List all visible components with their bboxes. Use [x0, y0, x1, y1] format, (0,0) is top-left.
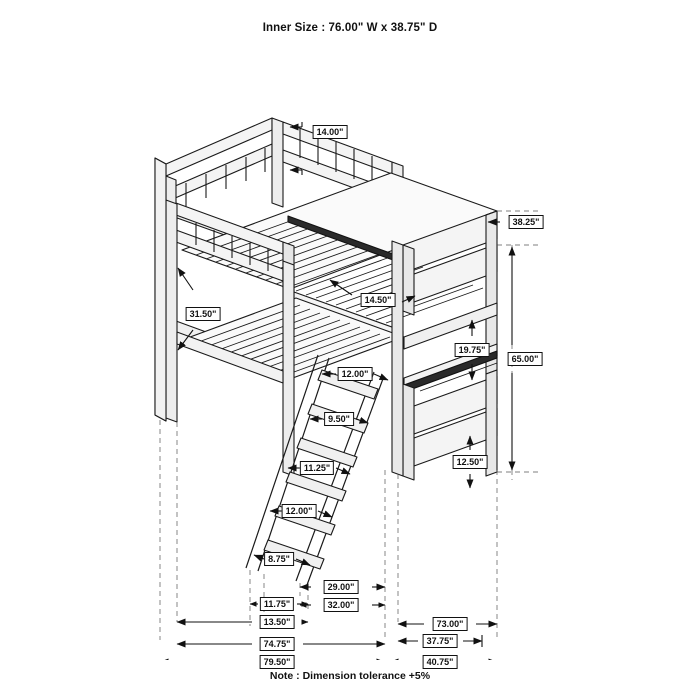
page-title: Inner Size : 76.00" W x 38.75" D [262, 22, 438, 34]
dim-upper-guard-rail: 14.50" [361, 293, 396, 307]
drawing-svg [0, 40, 700, 660]
dim-ladder-rung-top: 12.00" [338, 367, 373, 381]
dim-bed-length-outer: 79.50" [260, 655, 295, 669]
dim-ladder-rung-2: 9.50" [324, 412, 354, 426]
dim-ladder-base-depth: 13.50" [260, 615, 295, 629]
dim-ladder-foot-offset: 11.75" [260, 597, 294, 611]
dim-lower-clearance: 31.50" [186, 307, 221, 321]
dim-ladder-rung-3: 11.25" [300, 461, 334, 475]
dim-overall-height: 65.00" [508, 352, 543, 366]
dim-ladder-rung-bottom: 8.75" [264, 552, 294, 566]
dim-lower-panel: 12.50" [453, 455, 488, 469]
dim-bed-length-inner: 74.75" [260, 637, 295, 651]
dim-lower-bunk-guard: 19.75" [455, 343, 490, 357]
dim-ladder-rung-4: 12.00" [282, 504, 317, 518]
tolerance-note: Note : Dimension tolerance +5% [269, 670, 431, 682]
dim-side-depth-total: 40.75" [423, 655, 458, 669]
dim-bed-depth-inner: 32.00" [324, 598, 359, 612]
bunk-bed-drawing [0, 40, 700, 667]
dim-side-depth-outer: 73.00" [433, 617, 468, 631]
dim-side-depth: 37.75" [423, 634, 458, 648]
dim-upper-bunk-depth: 38.25" [509, 215, 544, 229]
dim-ladder-projection: 29.00" [324, 580, 359, 594]
dim-top-rail-height: 14.00" [313, 125, 348, 139]
